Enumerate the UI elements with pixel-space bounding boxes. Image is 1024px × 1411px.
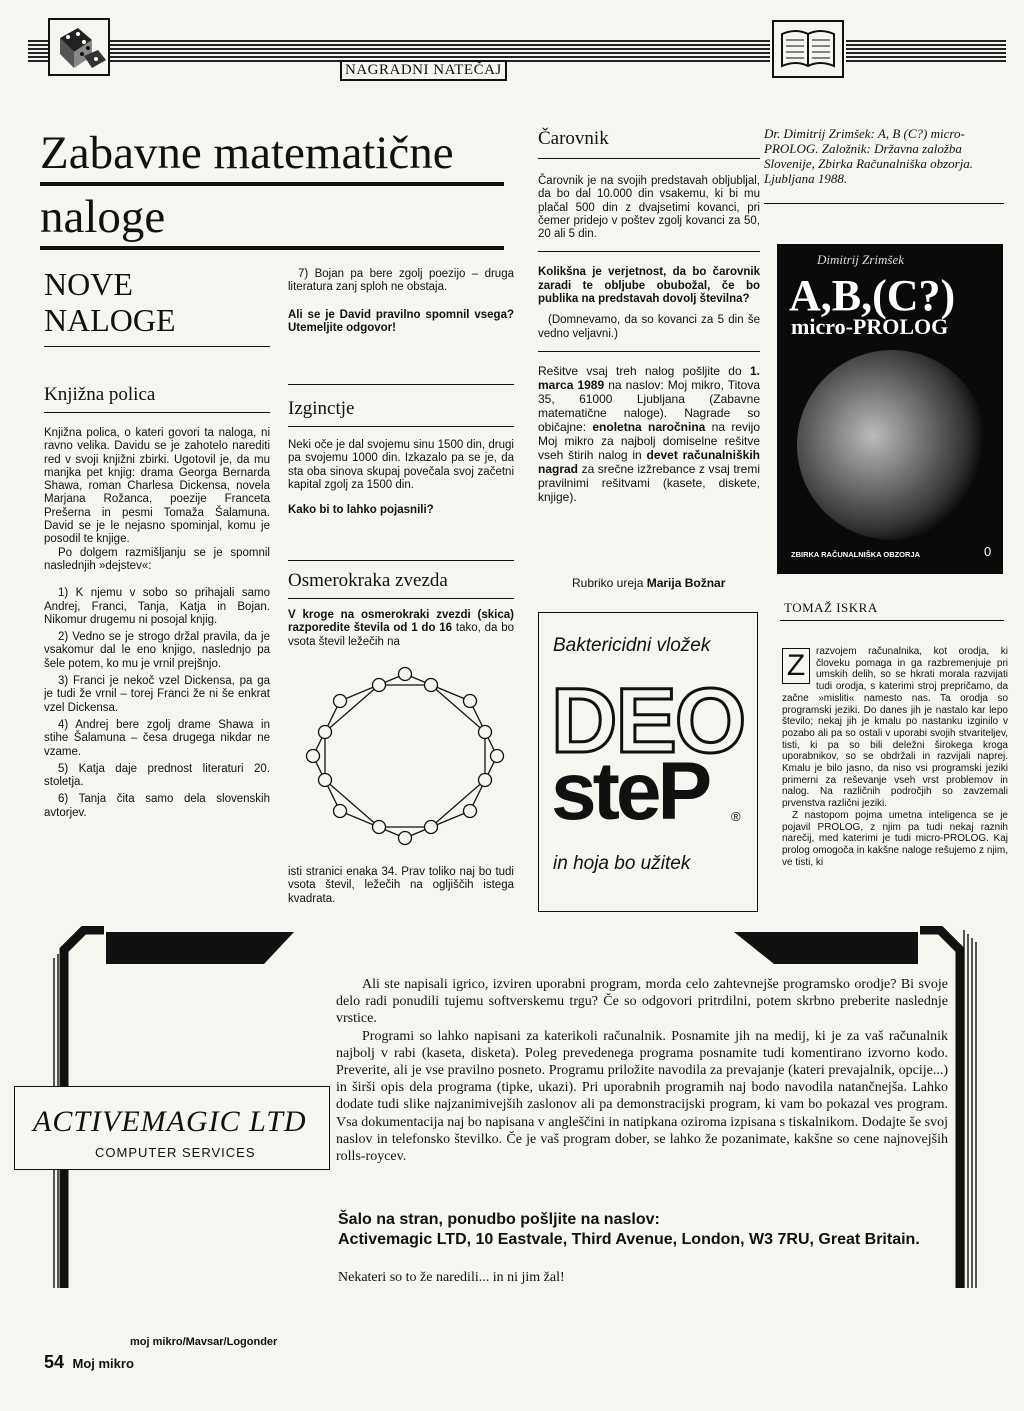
header-stripes: [110, 38, 770, 62]
section-label: NAGRADNI NATEČAJ: [340, 60, 507, 81]
section-izginctje: [288, 398, 514, 517]
text-osmerokraka-end: isti stranici enaka 34. Prav toliko naj bo tudi vsota števil, ležečih na ogljiščih istega kvadrata.: [288, 866, 514, 905]
cover-title: A,B,(C?): [789, 271, 956, 320]
review-text: razvojem računalnika, kot orodja, ki človeku pomaga in ga razbremenjuje pri umskih delih, so se hkrati morala razvijati tudi orodja, s katerimi stroj prepričamo, da začne »misliti« namesto nas. Ta orodja so programski jeziki. Do danes jih je nastalo kar lepo število; nekaj jih je kmalu po nastanku izginilo v pozabo ali pa so ostali v uporabi svojih stvariteljev, tisti, ki pa so bili deležni širokega kroga uporabnikov, so se obdržali in razvijali naprej. Kmalu je bilo jasno, da niso vsi programski jeziki primerni za reševanje vseh vrst problemov in nalog. Na različnih področjih so zavzemali prvenstva različni jeziki.: [782, 646, 1008, 810]
deo-brand-bottom: steP: [551, 746, 709, 837]
title-line-1: Zabavne matematične: [40, 127, 454, 179]
editor-name: Marija Božnar: [646, 576, 726, 590]
cover-badge: 0: [984, 544, 992, 559]
text-carovnik: Čarovnik je na svojih predstavah obljubljal, da bo dal 10.000 din vsakemu, ki bi mu plačal 500 din z dvajsetimi kovanci, pri čemer pridejo v poštev zgolj kovanci za 50, 20 ali 5 din.: [538, 175, 760, 241]
editor-credit: [572, 576, 725, 590]
ad-closing: Nekateri so to že naredili... in ni jim žal!: [338, 1270, 565, 1285]
entry-prize-1: enoletna naročnina: [592, 419, 706, 434]
subtitle-line-2: NALOGE: [44, 302, 176, 338]
column-2: [288, 268, 514, 335]
review-text-2: Z nastopom pojma umetna inteligenca se je pojavil PROLOG, z njim pa tudi nekaj raznih narečij, med katerimi je tudi micro-PROLOG. Kaj prolog omogoča in kakšne naloge rešujemo z njim, ve tisti, ki: [782, 809, 1008, 868]
fact-5: 5) Katja daje prednost literaturi 20. stoletja.: [44, 762, 270, 789]
question-carovnik: Kolikšna je verjetnost, da bo čarovnik zaradi te obljube obubožal, če bo publika na predstavah dovolj številna?: [538, 266, 760, 306]
reviewer-name: TOMAŽ ISKRA: [784, 600, 878, 615]
text-knjizna-intro2: Po dolgem razmišljanju se je spomnil naslednjih »dejstev«:: [44, 546, 270, 572]
entry-text-d: za srečne izžrebance z vsaj tremi pravilnimi rešitvami (kasete, diskete, knjige).: [538, 461, 760, 504]
question-izginctje: Kako bi to lahko pojasnili?: [288, 504, 434, 517]
page-title: [40, 126, 510, 244]
ad-cta-line-1: Šalo na stran, ponudbo pošljite na naslov:: [338, 1211, 660, 1228]
page-number: 54: [44, 1352, 65, 1372]
subtitle-line-1: NOVE: [44, 266, 133, 302]
column-1: [44, 384, 270, 820]
deo-step-ad: [538, 612, 758, 912]
heading-osmerokraka: Osmerokraka zvezda: [288, 570, 448, 591]
company-name: ACTIVEMAGIC LTD: [33, 1105, 307, 1138]
footer-credit: moj mikro/Mavsar/Logonder: [130, 1336, 278, 1348]
fact-1: 1) K njemu v sobo so prihajali samo Andrej, Franci, Tanja, Katja in Bojan. Nikomur drugemu ni posojal knjig.: [44, 587, 270, 626]
cover-series: ZBIRKA RAČUNALNIŠKA OBZORJA: [791, 550, 921, 559]
entry-deadline: 1. marca 1989: [538, 363, 761, 392]
text-osmerokraka-bold: V kroge na osmerokraki zvezdi (skica) razporedite števila od 1 do 16: [288, 609, 514, 635]
section-osmerokraka: [288, 570, 514, 649]
book-reference: Dr. Dimitrij Zrimšek: A, B (C?) micro-PROLOG. Založnik: Državna založba Slovenije, Zbirka Računalniška obzorja. Ljubljana 1988.: [764, 126, 974, 186]
review-article: [782, 646, 1008, 868]
globe-image: [797, 350, 987, 540]
title-line-2: naloge: [40, 191, 166, 243]
heading-carovnik: Čarovnik: [538, 128, 609, 149]
note-carovnik: (Domnevamo, da so kovanci za 5 din še vedno veljavni.): [538, 314, 760, 340]
entry-prize-2: devet računalniških nagrad: [538, 447, 760, 476]
fact-4: 4) Andrej bere zgolj drame Shawa in stihe Šalamuna – česa drugega nikdar ne vzame.: [44, 718, 270, 758]
entry-text-b: na naslov: Moj mikro, Titova 35, 61000 Ljubljana (Zabavne matematične naloge). Nagrade so običajne:: [538, 377, 760, 434]
text-izginctje: Neki oče je dal svojemu sinu 1500 din, drugi pa svojemu 1000 din. Izkazalo pa se je, da sta oba sinova skupaj povečala svoj začetni kapital zgolj za 1500 din.: [288, 439, 514, 491]
deo-tagline-top: Baktericidni vložek: [553, 635, 711, 656]
octagram-star-diagram: [300, 660, 510, 852]
fact-3: 3) Franci je nekoč vzel Dickensa, pa ga je tudi že vrnil – torej Franci že ni še enkrat vzel Dickensa.: [44, 675, 270, 714]
header-stripes-right: [846, 38, 1006, 62]
column-3: [538, 128, 760, 504]
ad-body: [336, 976, 948, 1165]
entry-text-c: na revijo Moj mikro za najbolj domiselne rešitve vseh štirih nalog in: [538, 419, 760, 462]
book-icon: [772, 20, 844, 78]
deo-tagline-bottom: in hoja bo užitek: [553, 853, 691, 874]
subtitle: [44, 266, 176, 338]
entry-text-a: Rešitve vsaj treh nalog pošljite do: [538, 363, 742, 378]
header-stripes-left: [28, 38, 48, 62]
question-knjizna: Ali se je David pravilno spomnil vsega? Utemeljite odgovor!: [288, 308, 514, 334]
fact-2: 2) Vedno se je strogo držal pravila, da je vsakomur dal le eno knjigo, naslednjo pa šele potem, ko mu je vrnil prejšnjo.: [44, 631, 270, 670]
text-osmerokraka: tako, da bo vsota števil ležečih na: [288, 622, 515, 648]
editor-prefix: Rubriko ureja: [572, 576, 644, 590]
heading-knjizna-polica: Knjižna polica: [44, 384, 156, 405]
cover-author: Dimitrij Zrimšek: [817, 252, 905, 267]
ad-cta-line-2: Activemagic LTD, 10 Eastvale, Third Avenue, London, W3 7RU, Great Britain.: [338, 1231, 920, 1248]
footer: [44, 1352, 134, 1373]
heading-izginctje: Izginctje: [288, 398, 355, 419]
activemagic-logo-box: [14, 1086, 330, 1170]
dropcap: Z: [782, 648, 810, 684]
fact-6: 6) Tanja čita samo dela slovenskih avtorjev.: [44, 793, 270, 819]
book-cover: [777, 244, 1003, 574]
ad-paragraph-2: Programi so lahko napisani za katerikoli računalnik. Posnamite jih na medij, ki je za vaš računalnik najbolj v rabi (kaseta, disketa). Poleg prevedenega programa posnamite tudi komentirano izvorno kodo. Preverite, ali je vse pravilno posneto. Programu priložite navodila za prevajanje (kateri prevajalnik, opcije...) in širši opis dela programa (tipke, ukazi). Pri uporabnih programih naj bodo navodila natančnejša. Lahko dodate tudi slike najzanimivejših zaslonov ali pa demonstracijski program, ki vam bo pokazal ves program. Vsa dokumentacija naj bo napisana v angleščini in natipkana oziroma izpisana s tiskalnikom. Dodajte še svoj naslov in telefonsko številko. Če je vaš program dober, se lahko že pozanimate, kakšne so cene najnovejših rolls-roycev.: [336, 1028, 948, 1165]
ad-cta: [338, 1210, 978, 1250]
deo-registered: ®: [731, 809, 741, 824]
ad-paragraph-1: Ali ste napisali igrico, izviren uporabni program, morda celo zahtevnejše programsko orodje? Bi svoje delo radi ponudili tujemu softverskemu trgu? Če so odgovori pritrdilni, potem skrbno preberite naslednje vrstice.: [336, 977, 948, 1027]
fact-7: 7) Bojan pa bere zgolj poezijo – druga literatura zanj sploh ne obstaja.: [288, 268, 514, 294]
entry-instructions: [538, 364, 760, 504]
company-subtitle: COMPUTER SERVICES: [95, 1145, 256, 1160]
text-knjizna-intro: Knjižna polica, o kateri govori ta naloga, ni ravno velika. Davidu se je zahotelo narediti red v svoji knjižni zbirki. Ugotovil je, da mu manjka pet knjig: drama Georga Bernarda Shawa, roman Charlesa Dickensa, novela Marjana Rožanca, poezije Franceta Prešerna in pesmi Tomaža Šalamuna. David se je le nejasno spominjal, komu je posodil te knjige.: [44, 427, 270, 546]
dice-icon: [48, 18, 110, 76]
cover-subtitle: micro-PROLOG: [791, 314, 949, 339]
magazine-name: Moj mikro: [72, 1356, 134, 1371]
deo-brand-top: DEO: [551, 670, 745, 772]
